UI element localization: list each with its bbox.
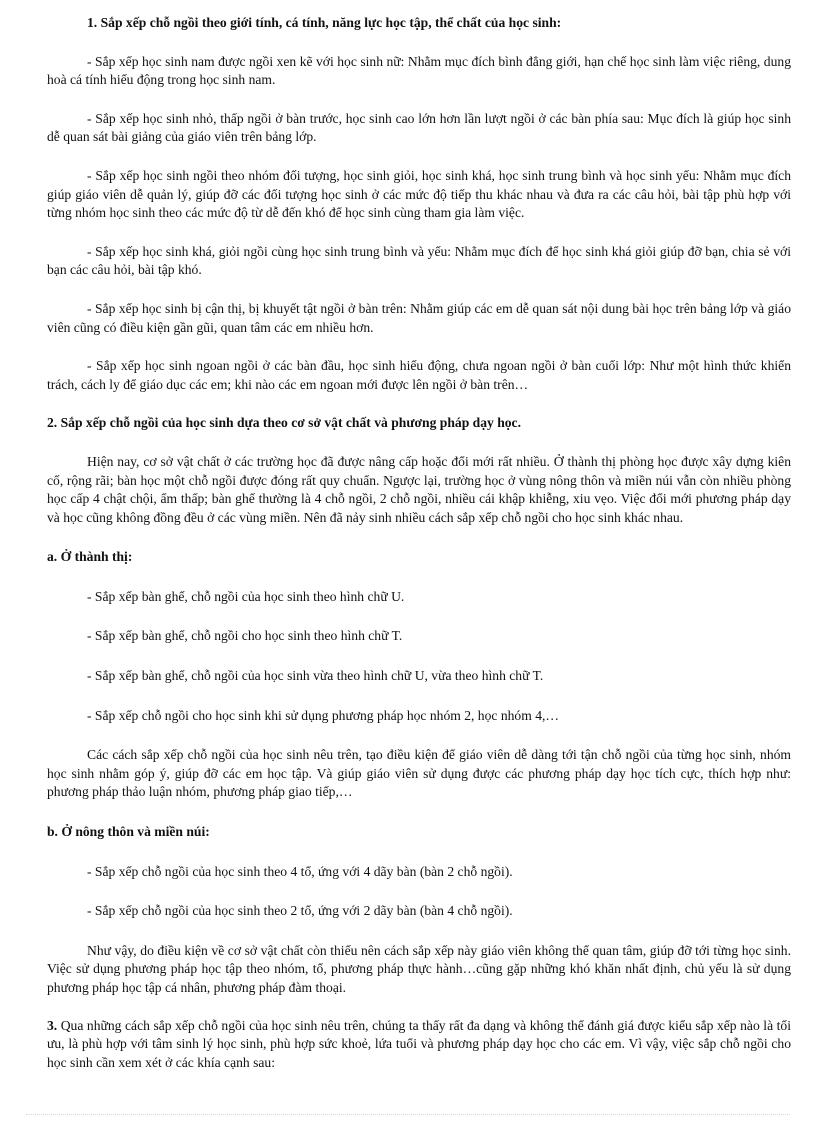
paragraph: Hiện nay, cơ sở vật chất ở các trường học đã được nâng cấp hoặc đổi mới rất nhiều. Ở thành thị phòng học được xây dựng kiên cố, rộng rãi; bàn học một chỗ ngồi được đóng rất quy chuẩn. Ngược lại, trường học ở vùng nông thôn và miền núi vẫn còn nhiều phòng học cấp 4 chật chội, ẩm thấp; bàn ghế thường là 4 chỗ ngồi, 2 chỗ ngồi, nhiều cái khập khiễng, xiu vẹo. Việc đổi mới phương pháp dạy và học cũng không đồng đều ở các vùng miền. Nên đã nảy sinh nhiều cách sắp xếp chỗ ngồi cho học sinh khác nhau.: [47, 453, 791, 525]
subsection-a-heading: a. Ở thành thị:: [47, 549, 133, 565]
list-item: - Sắp xếp học sinh nhỏ, thấp ngồi ở bàn trước, học sinh cao lớn hơn lần lượt ngồi ở các bàn phía sau: Mục đích là giúp học sinh dễ quan sát bài giảng của giáo viên trên bảng lớp.: [47, 110, 791, 145]
section-3-paragraph: [47, 1017, 791, 1073]
page-bottom-rule: [26, 1114, 790, 1115]
list-item: - Sắp xếp bàn ghế, chỗ ngồi của học sinh theo hình chữ U.: [87, 588, 405, 604]
list-item: - Sắp xếp học sinh khá, giỏi ngồi cùng học sinh trung bình và yếu: Nhằm mục đích để học sinh khá giỏi giúp đỡ bạn, chia sẻ với bạn các câu hỏi, bài tập khó.: [47, 243, 791, 278]
list-item: - Sắp xếp chỗ ngồi cho học sinh khi sử dụng phương pháp học nhóm 2, học nhóm 4,…: [87, 707, 559, 723]
list-item: - Sắp xếp học sinh nam được ngồi xen kẽ với học sinh nữ: Nhằm mục đích bình đẳng giới, hạn chế học sinh làm việc riêng, dung hoà cá tính hiếu động trong học sinh nam.: [47, 53, 791, 88]
list-item: - Sắp xếp bàn ghế, chỗ ngồi cho học sinh theo hình chữ T.: [87, 628, 403, 644]
section-3-text: Qua những cách sắp xếp chỗ ngồi của học sinh nêu trên, chúng ta thấy rất đa dạng và không thể đánh giá được kiểu sắp xếp nào là tối ưu, là phù hợp với tâm sinh lý học sinh, phù hợp sức khoẻ, lứa tuổi và phương pháp dạy học cho các em. Vì vậy, việc sắp chỗ ngồi cho học sinh cần xem xét ở các khía cạnh sau:: [47, 1017, 791, 1070]
subsection-b-heading: b. Ở nông thôn và miền núi:: [47, 824, 210, 840]
paragraph: Các cách sắp xếp chỗ ngồi của học sinh nêu trên, tạo điều kiện để giáo viên dễ dàng tới tận chỗ ngồi của từng học sinh, nhóm học sinh nhằm góp ý, giúp đỡ các em học tập. Và giúp giáo viên sử dụng được các phương pháp dạy học tích cực, thích hợp như: phương pháp thảo luận nhóm, phương pháp giao tiếp,…: [47, 747, 791, 800]
list-item: - Sắp xếp chỗ ngồi của học sinh theo 4 tổ, ứng với 4 dãy bàn (bàn 2 chỗ ngồi).: [87, 863, 513, 879]
section-3-number: 3.: [47, 1017, 58, 1033]
document-page: [47, 14, 791, 1072]
list-item: - Sắp xếp học sinh ngoan ngồi ở các bàn đầu, học sinh hiếu động, chưa ngoan ngồi ở bàn cuối lớp: Như một hình thức khiển trách, cách ly để giáo dục các em; khi nào các em ngoan mới được lên ngồi ở bàn trên…: [47, 358, 791, 392]
section-2-heading: 2. Sắp xếp chỗ ngồi của học sinh dựa theo cơ sở vật chất và phương pháp dạy học.: [47, 415, 521, 431]
list-item: - Sắp xếp học sinh ngồi theo nhóm đối tượng, học sinh giỏi, học sinh khá, học sinh trung bình và học sinh yếu: Nhằm mục đích giúp giáo viên dễ quản lý, giúp đỡ các đối tượng học sinh ở các mức độ tiếp thu khác nhau và đưa ra các câu hỏi, bài tập phù hợp với từng nhóm học sinh theo các mức độ từ dễ đến khó để học sinh cùng tham gia làm việc.: [47, 167, 791, 221]
paragraph: Như vậy, do điều kiện về cơ sở vật chất còn thiếu nên cách sắp xếp này giáo viên không thể quan tâm, giúp đỡ tới từng học sinh. Việc sử dụng phương pháp học tập theo nhóm, tổ, phương pháp thực hành…cũng gặp những khó khăn nhất định, chủ yếu là sử dụng phương pháp học tập cá nhân, phương pháp đàm thoại.: [47, 942, 791, 995]
section-1-heading: 1. Sắp xếp chỗ ngồi theo giới tính, cá tính, năng lực học tập, thể chất của học sinh:: [87, 15, 562, 30]
list-item: - Sắp xếp chỗ ngồi của học sinh theo 2 tổ, ứng với 2 dãy bàn (bàn 4 chỗ ngồi).: [87, 903, 513, 919]
list-item: - Sắp xếp học sinh bị cận thị, bị khuyết tật ngồi ở bàn trên: Nhằm giúp các em dễ quan sát nội dung bài học trên bảng lớp và giáo viên cũng có điều kiện gần gũi, quan tâm các em nhiều hơn.: [47, 300, 791, 335]
list-item: - Sắp xếp bàn ghế, chỗ ngồi của học sinh vừa theo hình chữ U, vừa theo hình chữ T.: [87, 668, 544, 684]
